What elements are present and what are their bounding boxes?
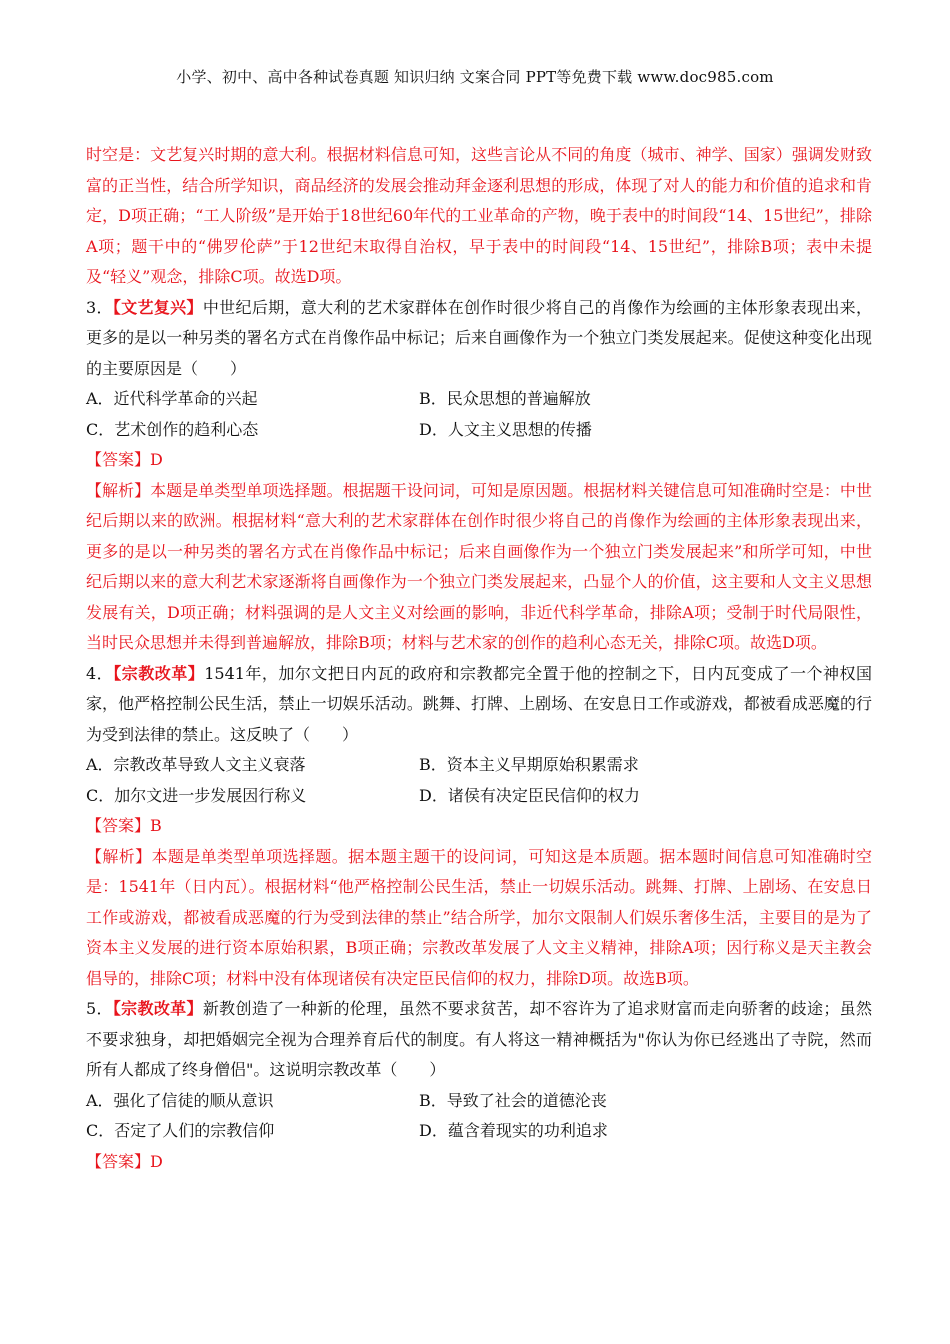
- options: [86, 750, 872, 811]
- option-b: B．资本主义早期原始积累需求: [419, 755, 639, 774]
- question-stem: [86, 994, 872, 1086]
- option-d: D．人文主义思想的传播: [419, 419, 592, 439]
- answer-label: 【答案】: [86, 816, 151, 835]
- answer-label: 【答案】: [86, 450, 151, 469]
- question-stem: [86, 659, 872, 751]
- question-number: 3．: [86, 297, 113, 317]
- analysis-label: 【解析】: [86, 480, 151, 500]
- document-body: [86, 140, 872, 1177]
- previous-analysis-continuation: 时空是：文艺复兴时期的意大利。根据材料信息可知，这些言论从不同的角度（城市、神学、国家）强调发财致富的正当性，结合所学知识，商品经济的发展会推动拜金逐利思想的形成，体现了对人的能力和价值的追求和肯定，D项正确；“工人阶级”是开始于18世纪60年代的工业革命的产物，晚于表中的时间段“14、15世纪”，排除A项；题干中的“佛罗伦萨”于12世纪末取得自治权，早于表中的时间段“14、15世纪”，排除B项；表中未提及“轻义”观念，排除C项。故选D项。: [86, 145, 872, 286]
- question-3: [86, 293, 872, 659]
- analysis: [86, 842, 872, 995]
- answer-line: [86, 1147, 872, 1178]
- option-a: A．近代科学革命的兴起: [86, 389, 258, 408]
- answer-line: [86, 811, 872, 842]
- option-b: B．民众思想的普遍解放: [419, 389, 591, 408]
- option-d: D．诸侯有决定臣民信仰的权力: [419, 785, 640, 805]
- page-header: 小学、初中、高中各种试卷真题 知识归纳 文案合同 PPT等免费下载 www.doc985.com: [176, 68, 774, 86]
- answer-label: 【答案】: [86, 1151, 151, 1171]
- stem-text: 新教创造了一种新的伦理，虽然不要求贫苦，却不容许为了追求财富而走向骄奢的歧途；虽然不要求独身，却把婚姻完全视为合理养育后代的制度。有人将这一精神概括为"你认为你已经逃出了寺院，然而所有人都成了终身僧侣"。这说明宗教改革（ ）: [86, 999, 872, 1079]
- answer-value: D: [150, 450, 163, 469]
- options: [86, 384, 872, 445]
- option-c: C．加尔文进一步发展因行称义: [86, 785, 307, 805]
- analysis-text: 本题是单类型单项选择题。根据题干设问词，可知是原因题。根据材料关键信息可知准确时空是：中世纪后期以来的欧洲。根据材料“意大利的艺术家群体在创作时很少将自己的肖像作为绘画的主体形象表现出来，更多的是以一种另类的署名方式在肖像作品中标记；后来自画像作为一个独立门类发展起来”和所学可知，中世纪后期以来的意大利艺术家逐渐将自画像作为一个独立门类发展起来，凸显个人的价值，这主要和人文主义思想发展有关，D项正确；材料强调的是人文主义对绘画的影响，非近代科学革命，排除A项；受制于时代局限性，当时民众思想并未得到普遍解放，排除B项；材料与艺术家的创作的趋利心态无关，排除C项。故选D项。: [86, 480, 872, 652]
- topic-tag: 【宗教改革】: [113, 663, 205, 683]
- option-b: B．导致了社会的道德沦丧: [419, 1090, 607, 1110]
- answer-line: [86, 445, 872, 476]
- analysis: [86, 476, 872, 659]
- options: [86, 1086, 872, 1147]
- question-number: 5．: [86, 999, 113, 1018]
- option-a: A．宗教改革导致人文主义衰落: [86, 755, 306, 774]
- stem-text: 1541年，加尔文把日内瓦的政府和宗教都完全置于他的控制之下，日内瓦变成了一个神权国家，他严格控制公民生活，禁止一切娱乐活动。跳舞、打牌、上剧场、在安息日工作或游戏，都被看成恶魔的行为受到法律的禁止。这反映了（ ）: [86, 663, 872, 744]
- stem-text: 中世纪后期，意大利的艺术家群体在创作时很少将自己的肖像作为绘画的主体形象表现出来，更多的是以一种另类的署名方式在肖像作品中标记；后来自画像作为一个独立门类发展起来。促使这种变化出现的主要原因是（ ）: [86, 297, 872, 378]
- analysis-label: 【解析】: [86, 846, 152, 866]
- answer-value: D: [150, 1151, 163, 1171]
- topic-tag: 【文艺复兴】: [112, 297, 203, 317]
- analysis-text: 本题是单类型单项选择题。据本题主题干的设问词，可知这是本质题。据本题时间信息可知准确时空是：1541年（日内瓦）。根据材料“他严格控制公民生活，禁止一切娱乐活动。跳舞、打牌、上剧场、在安息日工作或游戏，都被看成恶魔的行为受到法律的禁止”结合所学，加尔文限制人们娱乐奢侈生活，主要目的是为了资本主义发展的进行资本原始积累，B项正确；宗教改革发展了人文主义精神，排除A项；因行称义是天主教会倡导的，排除C项；材料中没有体现诸侯有决定臣民信仰的权力，排除D项。故选B项。: [86, 846, 872, 988]
- question-5: [86, 994, 872, 1177]
- option-d: D．蕴含着现实的功利追求: [419, 1121, 608, 1140]
- question-4: [86, 659, 872, 995]
- option-c: C．否定了人们的宗教信仰: [86, 1121, 275, 1140]
- option-c: C．艺术创作的趋利心态: [86, 419, 259, 439]
- answer-value: B: [150, 816, 162, 835]
- question-stem: [86, 293, 872, 385]
- topic-tag: 【宗教改革】: [112, 999, 203, 1018]
- option-a: A．强化了信徒的顺从意识: [86, 1090, 274, 1110]
- question-number: 4．: [86, 663, 114, 683]
